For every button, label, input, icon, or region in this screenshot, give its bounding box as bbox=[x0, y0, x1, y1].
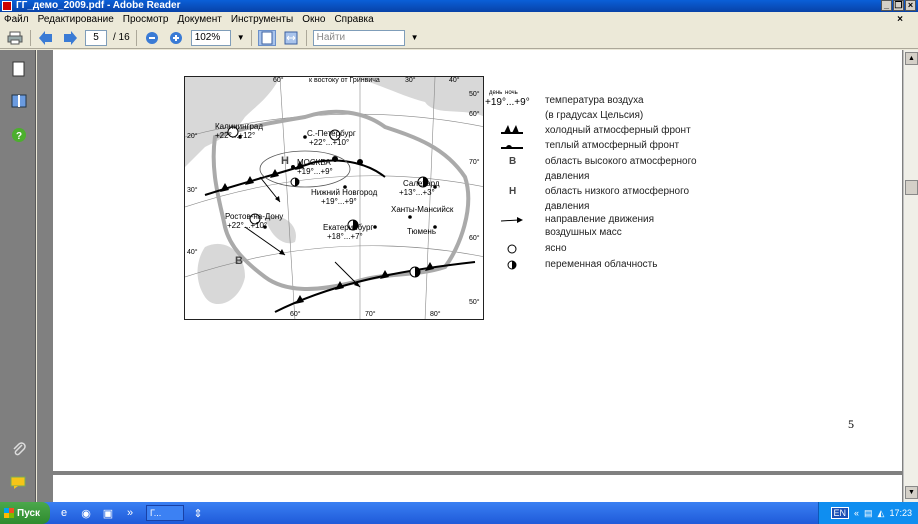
air-mass-arrow-icon bbox=[501, 216, 523, 227]
scroll-thumb[interactable] bbox=[905, 180, 918, 195]
toolbar-separator bbox=[30, 30, 31, 46]
pdf-page bbox=[53, 50, 902, 471]
city-st-petersburg: С.-Петербург bbox=[307, 129, 356, 138]
toolbar-separator bbox=[306, 30, 307, 46]
close-button[interactable]: × bbox=[905, 0, 916, 11]
zoom-dropdown-icon[interactable]: ▼ bbox=[236, 33, 245, 42]
previous-page-icon[interactable] bbox=[37, 30, 55, 46]
legend-day-header: день bbox=[489, 90, 503, 96]
network-icon[interactable]: ▤ bbox=[864, 507, 873, 518]
menu-help[interactable]: Справка bbox=[334, 14, 374, 25]
page-number: 5 bbox=[848, 417, 854, 431]
menu-view[interactable]: Просмотр bbox=[122, 14, 169, 25]
high-pressure-symbol: В bbox=[509, 156, 517, 167]
next-page-icon[interactable] bbox=[61, 30, 79, 46]
vertical-scrollbar[interactable] bbox=[903, 50, 918, 502]
print-icon[interactable] bbox=[6, 30, 24, 46]
city-moscow: МОСКВА bbox=[297, 158, 331, 167]
partly-cloudy-icon bbox=[507, 260, 517, 273]
city-yekaterinburg: Екатеринбург bbox=[323, 223, 374, 232]
legend-item-text: температура воздуха bbox=[545, 95, 644, 106]
window-titlebar bbox=[0, 0, 918, 12]
menu-bar bbox=[0, 12, 918, 27]
legend-item-text: воздушных масс bbox=[545, 227, 622, 238]
menu-tools[interactable]: Инструменты bbox=[230, 14, 294, 25]
map-lat-label: 60° bbox=[469, 235, 480, 242]
svg-text:?: ? bbox=[16, 131, 23, 142]
low-pressure-symbol: Н bbox=[509, 186, 517, 197]
page-number-input[interactable]: 5 bbox=[85, 30, 107, 46]
navigation-sidebar bbox=[0, 50, 36, 502]
pages-panel-icon[interactable] bbox=[10, 60, 28, 78]
legend-item-text: давления bbox=[545, 171, 590, 182]
legend-item-text: область низкого атмосферного bbox=[545, 186, 690, 197]
legend-item-text: давления bbox=[545, 201, 590, 212]
map-lat-label: 60° bbox=[469, 111, 480, 118]
map-lon-label: 70° bbox=[365, 311, 376, 318]
taskbar-scroll-icon[interactable]: ⇕ bbox=[193, 507, 203, 520]
next-pdf-page bbox=[53, 475, 902, 502]
legend-item-text: направление движения bbox=[545, 214, 655, 225]
minimize-button[interactable]: _ bbox=[881, 0, 892, 11]
map-lon-caption: к востоку от Гринвича bbox=[309, 77, 380, 84]
legend-item-text: (в градусах Цельсия) bbox=[545, 110, 644, 121]
media-player-icon[interactable]: ◉ bbox=[81, 507, 91, 520]
weather-map bbox=[184, 76, 484, 320]
map-lat-label: 30° bbox=[187, 187, 198, 194]
map-lon-label: 40° bbox=[449, 77, 460, 84]
city-salekhard-temp: +13°...+3° bbox=[399, 188, 435, 197]
menu-window[interactable]: Окно bbox=[302, 14, 326, 25]
map-lat-label: 40° bbox=[187, 249, 198, 256]
zoom-out-icon[interactable] bbox=[143, 30, 161, 46]
toolbar-separator bbox=[136, 30, 137, 46]
window-title: ГГ_демо_2009.pdf - Adobe Reader bbox=[16, 0, 181, 11]
help-icon[interactable] bbox=[10, 126, 28, 144]
city-rostov-on-don-temp: +22°...+10° bbox=[227, 221, 268, 230]
zoom-in-icon[interactable] bbox=[167, 30, 185, 46]
window-controls bbox=[881, 0, 916, 11]
legend-sample-temp: +19°...+9° bbox=[485, 97, 530, 108]
clock: 17:23 bbox=[889, 508, 912, 518]
city-yekaterinburg-temp: +18°...+7° bbox=[327, 232, 363, 241]
toolbar bbox=[0, 27, 918, 49]
map-lat-label: 50° bbox=[469, 299, 480, 306]
menu-file[interactable]: Файл bbox=[4, 14, 29, 25]
find-input[interactable]: Найти bbox=[313, 30, 405, 46]
zoom-level-input[interactable]: 102% bbox=[191, 30, 231, 46]
city-kaliningrad: Калининград bbox=[215, 122, 264, 131]
taskbar-item-adobe-reader[interactable] bbox=[146, 505, 184, 521]
menu-document[interactable]: Документ bbox=[177, 14, 222, 25]
document-viewport[interactable] bbox=[37, 50, 903, 502]
legend-item-text: переменная облачность bbox=[545, 259, 658, 270]
scroll-down-button[interactable]: ▼ bbox=[905, 486, 918, 499]
city-khanty-mansiysk: Ханты-Мансийск bbox=[391, 205, 454, 214]
tray-expand-icon[interactable]: « bbox=[854, 508, 860, 518]
find-dropdown-icon[interactable]: ▼ bbox=[410, 33, 419, 42]
map-lon-label: 60° bbox=[273, 77, 284, 84]
map-lat-label: 70° bbox=[469, 159, 480, 166]
internet-explorer-icon[interactable]: e bbox=[60, 507, 68, 519]
show-desktop-icon[interactable]: ▣ bbox=[102, 507, 114, 520]
fit-page-icon[interactable] bbox=[258, 30, 276, 46]
map-lon-label: 80° bbox=[430, 311, 441, 318]
city-tyumen: Тюмень bbox=[407, 227, 436, 236]
taskbar-item-label: Г... bbox=[150, 508, 162, 518]
attachments-paperclip-icon[interactable] bbox=[10, 440, 28, 458]
menu-edit[interactable]: Редактирование bbox=[37, 14, 114, 25]
city-moscow-temp: +19°...+9° bbox=[297, 167, 333, 176]
document-close-icon[interactable]: × bbox=[897, 14, 903, 25]
comments-icon[interactable] bbox=[10, 474, 28, 492]
warm-front-icon bbox=[501, 140, 523, 153]
page-total: / 16 bbox=[113, 32, 130, 43]
language-indicator[interactable]: EN bbox=[831, 507, 850, 519]
start-button[interactable] bbox=[0, 502, 50, 524]
windows-logo-icon bbox=[4, 508, 14, 518]
city-salekhard: Салехард bbox=[403, 179, 440, 188]
toolbar-separator bbox=[251, 30, 252, 46]
city-nizhny-novgorod: Нижний Новгород bbox=[311, 188, 378, 197]
start-label: Пуск bbox=[17, 507, 41, 519]
bookmarks-panel-icon[interactable] bbox=[10, 92, 28, 110]
maximize-button[interactable]: ❐ bbox=[894, 0, 903, 10]
fit-width-icon[interactable] bbox=[282, 30, 300, 46]
legend-night-header: ночь bbox=[505, 90, 518, 96]
taskbar bbox=[0, 502, 918, 524]
legend-item-text: холодный атмосферный фронт bbox=[545, 125, 691, 136]
legend-item-text: теплый атмосферный фронт bbox=[545, 140, 680, 151]
map-lat-label: 50° bbox=[469, 91, 480, 98]
map-lon-label: 30° bbox=[405, 77, 416, 84]
map-lon-label: 60° bbox=[290, 311, 301, 318]
city-st-petersburg-temp: +22°...+10° bbox=[309, 138, 350, 147]
volume-icon[interactable]: ◭ bbox=[877, 507, 885, 518]
low-pressure-label: Н bbox=[281, 155, 289, 167]
more-chevron-icon[interactable]: » bbox=[126, 507, 134, 519]
legend-item-text: ясно bbox=[545, 243, 567, 254]
city-rostov-on-don: Ростов-на-Дону bbox=[225, 212, 284, 221]
legend-item-text: область высокого атмосферного bbox=[545, 156, 697, 167]
high-pressure-label: В bbox=[235, 255, 243, 267]
map-legend bbox=[485, 90, 745, 280]
city-kaliningrad-temp: +22°...+12° bbox=[215, 131, 256, 140]
adobe-reader-icon bbox=[2, 1, 12, 11]
map-lat-label: 20° bbox=[187, 133, 198, 140]
clear-sky-icon bbox=[507, 244, 517, 257]
city-nizhny-novgorod-temp: +19°...+9° bbox=[321, 197, 357, 206]
cold-front-icon bbox=[501, 124, 523, 137]
system-tray bbox=[818, 502, 918, 524]
scroll-up-button[interactable]: ▲ bbox=[905, 52, 918, 65]
